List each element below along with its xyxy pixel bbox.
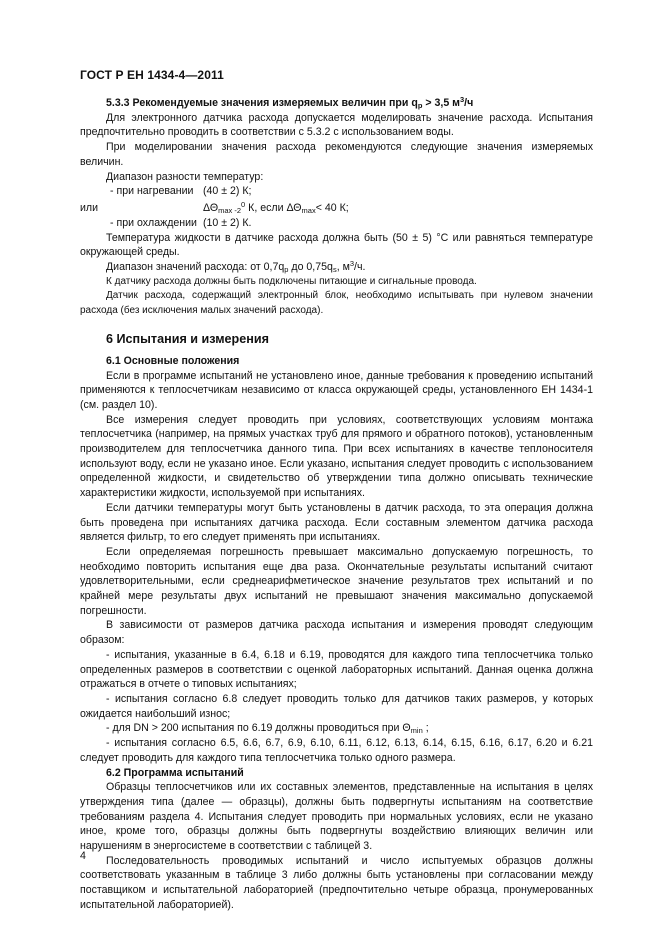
flow-sub-p: p	[284, 265, 289, 274]
page-number: 4	[80, 850, 86, 862]
heading-tail: > 3,5 м	[422, 97, 460, 109]
paragraph: Если датчики температуры могут быть установлены в датчик расхода, то эта операция должна быть проведена при испытаниях датчика расхода. Если составным элементом датчика расхода является фильтр, то его следует применять при испытаниях.	[80, 501, 593, 544]
subsection-heading-6-1: 6.1 Основные положения	[106, 354, 240, 367]
paragraph: Диапазон разности температур:	[106, 170, 264, 183]
flow-range-text: Диапазон значений расхода: от 0,7q	[106, 261, 285, 273]
cooling-value: (10 ± 2) К.	[203, 216, 252, 229]
or-row	[80, 199, 593, 216]
heating-row	[80, 184, 593, 199]
cooling-label: - при охлаждении	[110, 216, 197, 229]
flow-range-unit: , м	[336, 261, 350, 273]
flow-unit-sup: 3	[349, 259, 355, 268]
or-mid: К, если	[245, 201, 287, 214]
paragraph: Температура жидкости в датчике расхода должна быть (50 ± 5) °С или равняться температуре окружающей среды.	[80, 231, 593, 259]
cooling-row	[80, 216, 593, 231]
flow-range-end: /ч.	[354, 261, 366, 273]
delta-superscript: 0	[241, 199, 246, 209]
delta-subscript-2: max	[301, 205, 316, 215]
paragraph: Датчик расхода, содержащий электронный блок, необходимо испытывать при нулевом значении расхода (без исключения малых значений расхода).	[80, 290, 593, 317]
paragraph: Если в программе испытаний не установлено иное, данные требования к проведению испытаний применяются к теплосчетчикам независимо от класса окружающей среды, установленного ЕН 1434-1 (см. раздел 10).	[80, 369, 593, 411]
paragraph: Образцы теплосчетчиков или их составных элементов, представленные на испытания в целях утверждения типа (далее — образцы), должны быть подвергнуты испытаниям на соответствие требованиям раздела 4. Испытания следует проводить при нормальных условиях, если не указано иное, кроме того, образцы должны быть подвергнуты воздействию влияющих величин или нарушениям в энергосистеме в соответствии с таблицей 3.	[80, 781, 593, 853]
flow-range-mid: до 0,75q	[288, 261, 333, 273]
heading-end: /ч	[464, 97, 474, 109]
paragraph: К датчику расхода должны быть подключены питающие и сигнальные провода.	[106, 275, 477, 287]
list-item	[80, 721, 593, 736]
section-heading-6: 6 Испытания и измерения	[106, 331, 269, 346]
paragraph: Все измерения следует проводить при условиях, соответствующих условиям монтажа теплосчетчика (например, на прямых участках труб для прямого и обратного потоков), установленным производителем для теплосчетчика данного типа. При всех испытаниях в качестве теплоносителя используют воду, если не указано иное. Если указано, испытания следует проводить с использованием определенной жидкости, и свидетельство об утверждении типа должно описывать технические характеристики жидкости, используемой при испытаниях.	[80, 413, 593, 500]
or-label: или	[80, 201, 99, 214]
or-condition	[203, 201, 349, 216]
paragraph: В зависимости от размеров датчика расхода испытания и измерения проводят следующим образом:	[80, 619, 593, 647]
subsection-heading-6-2: 6.2 Программа испытаний	[106, 766, 244, 779]
heating-label: - при нагревании	[110, 185, 194, 198]
subsection-number: 5.3.3	[106, 97, 130, 109]
paragraph: Последовательность проводимых испытаний и число испытуемых образцов должны соответствовать указанным в таблице 3 либо должны быть установлены при согласовании между поставщиком и испытательной лабораторией (предпочтительно четыре образца, пронумерованных испытательной лабораторией).	[80, 854, 593, 911]
heading-subscript: p	[417, 101, 423, 110]
subsection-heading-text: Рекомендуемые значения измеряемых величин при q	[132, 97, 418, 109]
paragraph: Для электронного датчика расхода допускается моделировать значение расхода. Испытания предпочтительно проводить в соответствии с 5.3.2 с использованием воды.	[80, 111, 593, 139]
delta-subscript: max -2	[218, 205, 242, 215]
delta-theta-2: ΔΘ	[286, 201, 302, 214]
document-header: ГОСТ Р ЕН 1434-4—2011	[80, 68, 224, 82]
paragraph: При моделировании значения расхода рекомендуются следующие значения измеряемых величин.	[80, 141, 593, 168]
list-item: - испытания согласно 6.8 следует проводить только для датчиков таких размеров, у которых ожидается наибольший износ;	[80, 692, 593, 720]
delta-theta: ΔΘ	[203, 201, 219, 214]
flow-range-paragraph	[80, 260, 593, 275]
heading-superscript: 3	[460, 95, 465, 104]
subsection-heading-5-3-3	[80, 96, 593, 111]
or-end: < 40 К;	[315, 201, 349, 214]
theta-min-sub: min	[410, 726, 423, 736]
paragraph: Если определяемая погрешность превышает максимально допускаемую погрешность, то необходимо повторить испытания еще два раза. Окончательные результаты испытаний считают удовлетворительными, если среднеарифметическое значение результатов трех испытаний и по крайней мере результаты двух испытаний не превышают значения максимально допускаемой погрешности.	[80, 545, 593, 617]
list-item-text: - для DN > 200 испытания по 6.19 должны проводиться при Θ	[106, 722, 411, 735]
list-item: - испытания согласно 6.5, 6.6, 6.7, 6.9, 6.10, 6.11, 6.12, 6.13, 6.14, 6.15, 6.16, 6.17, 6.20 и 6.21 следует проводить для каждого типа теплосчетчика только одного размера.	[80, 737, 593, 764]
page-content	[80, 96, 593, 913]
flow-sub-s: s	[332, 265, 337, 274]
list-item-end: ;	[422, 722, 429, 735]
list-item: - испытания, указанные в 6.4, 6.18 и 6.19, проводятся для каждого типа теплосчетчика только определенных размеров в соответствии с оценкой лабораторных испытаний. Данная оценка должна отражаться в отчете о типовых испытаниях;	[80, 648, 593, 691]
heating-value: (40 ± 2) К;	[203, 185, 252, 198]
